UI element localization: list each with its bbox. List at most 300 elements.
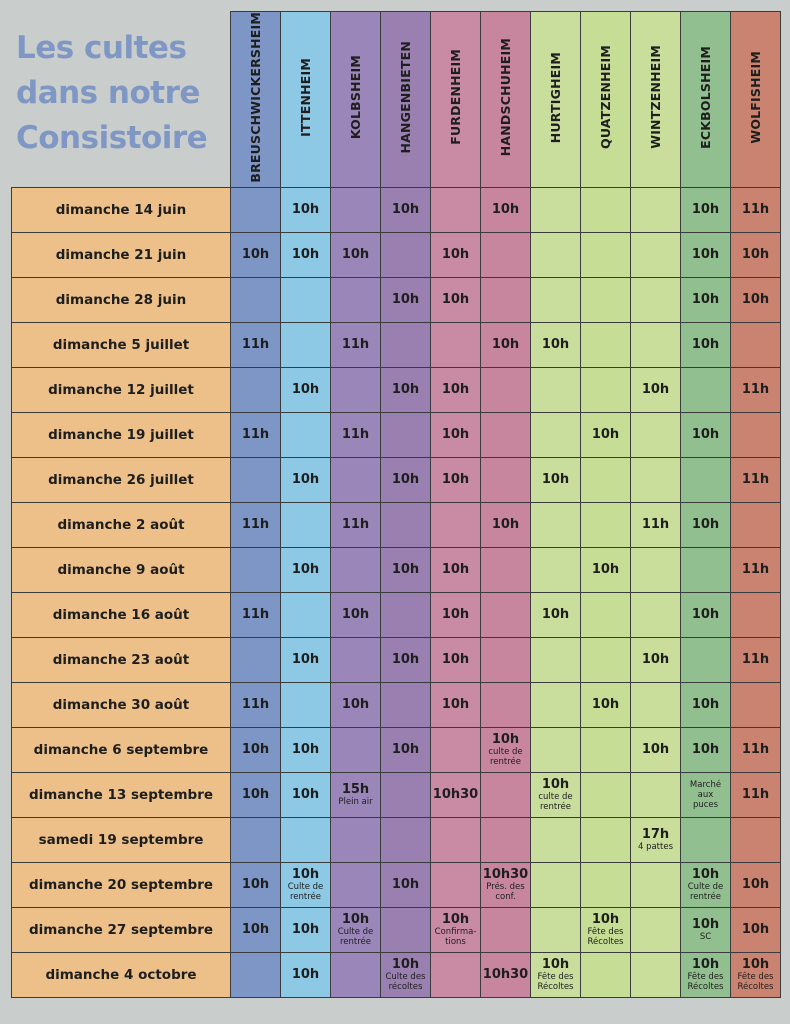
schedule-cell — [331, 457, 381, 502]
date-label: dimanche 30 août — [12, 682, 231, 727]
schedule-cell — [681, 277, 731, 322]
date-label: dimanche 4 octobre — [12, 952, 231, 997]
schedule-cell — [631, 817, 681, 862]
village-name: ITTENHEIM — [298, 57, 313, 137]
schedule-cell — [681, 547, 731, 592]
schedule-cell — [481, 682, 531, 727]
service-time: 10h — [491, 731, 520, 747]
service-note: Récoltes — [737, 981, 774, 992]
schedule-row — [12, 772, 781, 817]
date-label: dimanche 23 août — [12, 637, 231, 682]
service-note: Plein air — [338, 796, 373, 807]
village-header-ittenheim — [281, 12, 331, 188]
schedule-cell — [581, 727, 631, 772]
service-time: 10h — [241, 246, 270, 262]
schedule-cell — [231, 952, 281, 997]
schedule-cell — [731, 592, 781, 637]
schedule-cell — [431, 187, 481, 232]
schedule-cell — [681, 457, 731, 502]
schedule-cell — [481, 772, 531, 817]
service-time: 10h — [391, 651, 420, 667]
service-time: 10h — [291, 471, 320, 487]
service-time: 15h — [341, 781, 370, 797]
village-name: QUATZENHEIM — [598, 45, 613, 150]
schedule-cell — [481, 592, 531, 637]
schedule-cell — [581, 817, 631, 862]
schedule-cell — [281, 367, 331, 412]
schedule-cell — [281, 502, 331, 547]
schedule-cell — [731, 772, 781, 817]
schedule-cell — [381, 862, 431, 907]
service-time: 10h — [691, 516, 720, 532]
service-time: 10h — [541, 336, 570, 352]
schedule-cell — [431, 952, 481, 997]
schedule-cell — [231, 277, 281, 322]
village-name: WOLFISHEIM — [748, 50, 763, 144]
service-note: Marché — [689, 779, 722, 790]
date-label: dimanche 5 juillet — [12, 322, 231, 367]
schedule-cell — [731, 727, 781, 772]
schedule-cell — [331, 772, 381, 817]
schedule-cell — [331, 637, 381, 682]
schedule-cell — [331, 277, 381, 322]
village-header-hangenbieten — [381, 12, 431, 188]
schedule-cell — [231, 187, 281, 232]
schedule-cell — [681, 637, 731, 682]
schedule-cell — [431, 277, 481, 322]
service-note: aux — [697, 789, 714, 800]
schedule-cell — [531, 457, 581, 502]
schedule-cell — [381, 232, 431, 277]
service-time: 10h — [491, 201, 520, 217]
schedule-cell — [731, 322, 781, 367]
schedule-cell — [581, 547, 631, 592]
schedule-cell — [381, 322, 431, 367]
service-time: 10h — [691, 201, 720, 217]
schedule-cell — [681, 907, 731, 952]
schedule-cell — [481, 502, 531, 547]
schedule-cell — [681, 322, 731, 367]
schedule-cell — [631, 862, 681, 907]
schedule-cell — [731, 952, 781, 997]
schedule-cell — [681, 952, 731, 997]
schedule-cell — [431, 232, 481, 277]
village-name: HURTIGHEIM — [548, 51, 563, 143]
schedule-cell — [731, 637, 781, 682]
service-time: 10h — [241, 741, 270, 757]
service-time: 11h — [341, 336, 370, 352]
service-time: 10h — [691, 916, 720, 932]
service-time: 10h — [691, 741, 720, 757]
village-name: KOLBSHEIM — [348, 55, 363, 140]
date-label: dimanche 26 juillet — [12, 457, 231, 502]
service-time: 11h — [241, 606, 270, 622]
service-time: 10h — [691, 291, 720, 307]
schedule-cell — [281, 817, 331, 862]
service-time: 10h — [441, 561, 470, 577]
schedule-cell — [531, 502, 581, 547]
service-note: Culte de — [337, 926, 374, 937]
schedule-cell — [331, 547, 381, 592]
service-time: 10h — [691, 696, 720, 712]
schedule-cell — [331, 682, 381, 727]
schedule-row — [12, 862, 781, 907]
table-corner — [12, 12, 231, 188]
service-note: culte de — [488, 746, 523, 757]
service-time: 11h — [241, 426, 270, 442]
service-time: 10h — [291, 246, 320, 262]
service-time: 10h — [441, 246, 470, 262]
service-time: 10h — [591, 911, 620, 927]
date-label: dimanche 20 septembre — [12, 862, 231, 907]
schedule-cell — [431, 727, 481, 772]
service-time: 10h — [591, 426, 620, 442]
service-note: conf. — [495, 891, 516, 902]
village-header-wintzenheim — [631, 12, 681, 188]
page-title-line-1: Les cultes — [16, 30, 187, 66]
schedule-cell — [431, 907, 481, 952]
service-note: 4 pattes — [637, 841, 674, 852]
schedule-cell — [631, 232, 681, 277]
schedule-cell — [381, 187, 431, 232]
schedule-cell — [531, 187, 581, 232]
schedule-row — [12, 367, 781, 412]
service-note: récoltes — [388, 981, 423, 992]
schedule-cell — [581, 592, 631, 637]
schedule-cell — [281, 727, 331, 772]
service-time: 10h — [241, 876, 270, 892]
schedule-cell — [731, 412, 781, 457]
service-time: 10h — [391, 471, 420, 487]
service-note: rentrée — [339, 936, 372, 947]
schedule-cell — [281, 277, 331, 322]
date-label: dimanche 21 juin — [12, 232, 231, 277]
schedule-cell — [281, 637, 331, 682]
schedule-cell — [381, 412, 431, 457]
schedule-cell — [631, 502, 681, 547]
schedule-cell — [731, 862, 781, 907]
schedule-cell — [431, 502, 481, 547]
service-time: 10h — [391, 741, 420, 757]
service-note: Culte de — [287, 881, 324, 892]
date-label: samedi 19 septembre — [12, 817, 231, 862]
service-note: culte de — [538, 791, 573, 802]
service-note: Prés. des — [486, 881, 525, 892]
service-time: 10h — [391, 291, 420, 307]
schedule-cell — [481, 907, 531, 952]
village-header-quatzenheim — [581, 12, 631, 188]
schedule-cell — [231, 322, 281, 367]
schedule-cell — [681, 187, 731, 232]
service-time: 10h — [441, 651, 470, 667]
service-time: 10h — [441, 606, 470, 622]
schedule-cell — [331, 232, 381, 277]
schedule-cell — [481, 232, 531, 277]
service-time: 11h — [741, 786, 770, 802]
schedule-cell — [331, 367, 381, 412]
schedule-cell — [481, 187, 531, 232]
service-time: 10h — [741, 246, 770, 262]
schedule-cell — [431, 682, 481, 727]
service-time: 10h — [341, 911, 370, 927]
schedule-row — [12, 232, 781, 277]
schedule-cell — [431, 637, 481, 682]
schedule-cell — [731, 187, 781, 232]
schedule-row — [12, 502, 781, 547]
service-time: 10h — [291, 381, 320, 397]
schedule-cell — [281, 547, 331, 592]
schedule-cell — [731, 232, 781, 277]
schedule-cell — [581, 457, 631, 502]
schedule-cell — [281, 952, 331, 997]
schedule-row — [12, 637, 781, 682]
schedule-cell — [581, 952, 631, 997]
service-time: 10h — [341, 606, 370, 622]
schedule-cell — [331, 727, 381, 772]
service-time: 11h — [741, 561, 770, 577]
schedule-cell — [231, 862, 281, 907]
service-note: Fête des — [537, 971, 574, 982]
service-time: 10h — [441, 471, 470, 487]
schedule-cell — [331, 187, 381, 232]
service-note: SC — [699, 931, 712, 942]
schedule-cell — [231, 907, 281, 952]
schedule-cell — [681, 862, 731, 907]
schedule-row — [12, 457, 781, 502]
village-header-row — [12, 12, 781, 188]
schedule-row — [12, 682, 781, 727]
schedule-cell — [481, 547, 531, 592]
schedule-cell — [481, 412, 531, 457]
service-time: 11h — [341, 426, 370, 442]
schedule-cell — [231, 637, 281, 682]
schedule-cell — [631, 412, 681, 457]
service-time: 10h — [491, 336, 520, 352]
schedule-cell — [481, 727, 531, 772]
page-title-line-3: Consistoire — [16, 120, 208, 156]
village-name: ECKBOLSHEIM — [698, 45, 713, 149]
date-label: dimanche 6 septembre — [12, 727, 231, 772]
schedule-cell — [381, 817, 431, 862]
schedule-cell — [381, 727, 431, 772]
schedule-cell — [431, 547, 481, 592]
schedule-row — [12, 727, 781, 772]
schedule-cell — [731, 367, 781, 412]
service-note: rentrée — [539, 801, 572, 812]
schedule-cell — [531, 772, 581, 817]
schedule-cell — [281, 232, 331, 277]
schedule-cell — [681, 682, 731, 727]
schedule-cell — [531, 817, 581, 862]
schedule-cell — [581, 772, 631, 817]
worship-schedule-table — [11, 11, 781, 998]
schedule-cell — [281, 862, 331, 907]
service-time: 11h — [341, 516, 370, 532]
schedule-cell — [431, 592, 481, 637]
service-note: rentrée — [289, 891, 322, 902]
schedule-cell — [531, 637, 581, 682]
schedule-cell — [281, 772, 331, 817]
schedule-cell — [281, 412, 331, 457]
schedule-cell — [631, 457, 681, 502]
schedule-cell — [231, 412, 281, 457]
schedule-cell — [431, 367, 481, 412]
schedule-cell — [681, 592, 731, 637]
service-time: 11h — [741, 201, 770, 217]
schedule-row — [12, 952, 781, 997]
service-time: 10h — [391, 381, 420, 397]
schedule-cell — [731, 907, 781, 952]
schedule-cell — [631, 322, 681, 367]
service-time: 10h — [641, 651, 670, 667]
schedule-cell — [731, 502, 781, 547]
service-time: 10h — [291, 741, 320, 757]
schedule-cell — [531, 592, 581, 637]
village-header-handschuheim — [481, 12, 531, 188]
service-time: 10h — [441, 291, 470, 307]
schedule-cell — [331, 322, 381, 367]
service-note: puces — [692, 799, 719, 810]
service-time: 11h — [241, 516, 270, 532]
service-time: 10h — [741, 876, 770, 892]
service-note: Récoltes — [687, 981, 724, 992]
service-note: Fête des — [737, 971, 774, 982]
service-time: 11h — [641, 516, 670, 532]
schedule-cell — [231, 727, 281, 772]
schedule-row — [12, 322, 781, 367]
date-label: dimanche 9 août — [12, 547, 231, 592]
schedule-row — [12, 412, 781, 457]
service-time: 10h — [341, 246, 370, 262]
schedule-cell — [631, 637, 681, 682]
village-name: HANGENBIETEN — [398, 41, 413, 154]
schedule-cell — [281, 592, 331, 637]
date-label: dimanche 2 août — [12, 502, 231, 547]
schedule-cell — [531, 232, 581, 277]
date-label: dimanche 27 septembre — [12, 907, 231, 952]
service-time: 10h — [291, 561, 320, 577]
service-time: 10h — [241, 921, 270, 937]
service-time: 10h — [541, 606, 570, 622]
village-header-breuschwickersheim — [231, 12, 281, 188]
schedule-cell — [581, 412, 631, 457]
schedule-cell — [381, 907, 431, 952]
schedule-cell — [631, 547, 681, 592]
service-time: 10h — [391, 876, 420, 892]
schedule-cell — [631, 682, 681, 727]
schedule-cell — [531, 862, 581, 907]
schedule-cell — [581, 907, 631, 952]
service-note: rentrée — [489, 756, 522, 767]
service-note: Fête des — [687, 971, 724, 982]
village-name: FURDENHEIM — [448, 49, 463, 146]
service-time: 10h — [491, 516, 520, 532]
schedule-cell — [231, 592, 281, 637]
village-header-hurtigheim — [531, 12, 581, 188]
service-note: rentrée — [689, 891, 722, 902]
schedule-cell — [581, 862, 631, 907]
schedule-cell — [481, 277, 531, 322]
schedule-cell — [381, 772, 431, 817]
schedule-cell — [381, 952, 431, 997]
schedule-cell — [381, 457, 431, 502]
date-label: dimanche 28 juin — [12, 277, 231, 322]
schedule-cell — [381, 637, 431, 682]
village-header-wolfisheim — [731, 12, 781, 188]
service-time: 10h — [691, 606, 720, 622]
page-title-line-2: dans notre — [16, 75, 200, 111]
schedule-cell — [481, 637, 531, 682]
service-time: 10h — [291, 651, 320, 667]
service-time: 11h — [241, 696, 270, 712]
schedule-row — [12, 277, 781, 322]
schedule-cell — [681, 772, 731, 817]
schedule-cell — [281, 187, 331, 232]
schedule-cell — [381, 592, 431, 637]
service-time: 10h — [291, 921, 320, 937]
service-time: 11h — [741, 381, 770, 397]
schedule-cell — [581, 682, 631, 727]
service-note: Récoltes — [537, 981, 574, 992]
service-time: 10h — [241, 786, 270, 802]
service-time: 10h — [291, 966, 320, 982]
service-time: 10h — [741, 291, 770, 307]
service-time: 10h30 — [482, 966, 529, 982]
schedule-cell — [481, 322, 531, 367]
service-time: 10h — [591, 696, 620, 712]
schedule-cell — [231, 682, 281, 727]
schedule-cell — [281, 682, 331, 727]
schedule-cell — [231, 367, 281, 412]
date-label: dimanche 16 août — [12, 592, 231, 637]
schedule-cell — [581, 367, 631, 412]
service-time: 10h — [741, 956, 770, 972]
schedule-cell — [531, 682, 581, 727]
schedule-cell — [481, 457, 531, 502]
service-time: 10h — [691, 866, 720, 882]
schedule-cell — [531, 907, 581, 952]
schedule-cell — [681, 502, 731, 547]
schedule-cell — [481, 952, 531, 997]
schedule-cell — [731, 682, 781, 727]
schedule-cell — [331, 952, 381, 997]
schedule-cell — [531, 277, 581, 322]
schedule-cell — [231, 232, 281, 277]
service-time: 10h — [391, 956, 420, 972]
service-time: 10h — [441, 911, 470, 927]
service-time: 11h — [241, 336, 270, 352]
service-time: 10h — [691, 956, 720, 972]
schedule-cell — [431, 457, 481, 502]
schedule-cell — [231, 502, 281, 547]
service-note: Culte de — [687, 881, 724, 892]
schedule-cell — [231, 817, 281, 862]
schedule-row — [12, 547, 781, 592]
service-time: 10h — [291, 201, 320, 217]
schedule-cell — [231, 547, 281, 592]
service-time: 10h — [541, 956, 570, 972]
service-time: 10h30 — [482, 866, 529, 882]
schedule-cell — [481, 367, 531, 412]
village-name: BREUSCHWICKERSHEIM — [248, 12, 263, 183]
schedule-cell — [331, 907, 381, 952]
schedule-cell — [681, 412, 731, 457]
schedule-cell — [531, 322, 581, 367]
schedule-cell — [581, 187, 631, 232]
service-note: tions — [445, 936, 466, 947]
schedule-cell — [431, 322, 481, 367]
schedule-cell — [331, 592, 381, 637]
